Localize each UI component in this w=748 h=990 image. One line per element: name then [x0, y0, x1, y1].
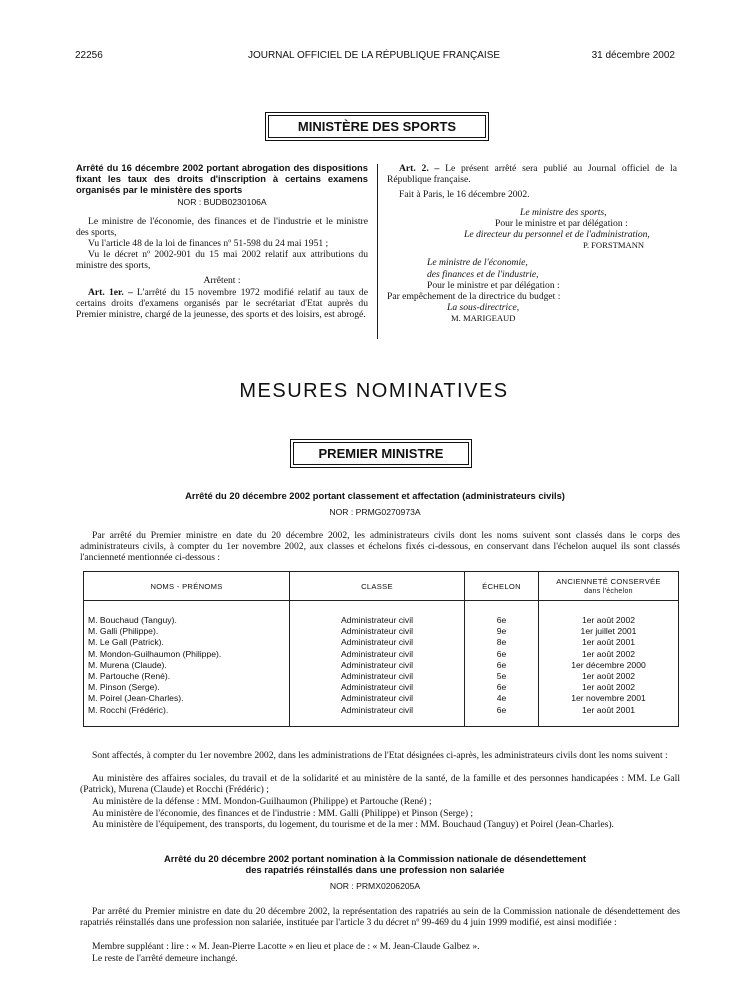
cell-classe: Administrateur civil [290, 637, 465, 648]
affect-item-1: Au ministère des affaires sociales, du travail et de la solidarité et au ministère de la santé, de la famille et des personnes handicapées : MM. Le Gall (Patrick), Murena (Claude) et Rocchi (Frédéric) ; [80, 773, 680, 796]
art1-label: Art. 1er. – [88, 286, 133, 298]
sig1-director: Le directeur du personnel et de l'administration, [464, 229, 650, 241]
cell-classe: Administrateur civil [290, 626, 465, 637]
affect-item-3: Au ministère de l'économie, des finances et de l'industrie : MM. Galli (Philippe) et Pinson (Serge) ; [92, 808, 474, 819]
col-classe: CLASSE [290, 572, 465, 601]
sig2-name: M. MARIGEAUD [451, 313, 516, 324]
arrete3-nor: NOR : PRMX0206205A [329, 881, 421, 891]
cell-anciennete: 1er juillet 2001 [539, 626, 679, 637]
sig2-sous-directrice: La sous-directrice, [447, 302, 520, 314]
sig1-name: P. FORSTMANN [583, 240, 645, 251]
arrete1-nor: NOR : BUDB0230106A [177, 197, 267, 208]
col-echelon: ÉCHELON [465, 572, 539, 601]
ministry-sports-title: MINISTÈRE DES SPORTS [268, 115, 486, 138]
cell-anciennete: 1er août 2002 [539, 671, 679, 682]
cell-anciennete: 1er décembre 2000 [539, 660, 679, 671]
journal-title: JOURNAL OFFICIEL DE LA RÉPUBLIQUE FRANÇAISE [247, 50, 501, 61]
cell-classe: Administrateur civil [290, 682, 465, 693]
cell-echelon: 5e [465, 671, 539, 682]
table-row [84, 649, 679, 660]
cell-name: M. Murena (Claude). [84, 660, 290, 671]
header-date: 31 décembre 2002 [591, 50, 675, 61]
arrete3-title-line1: Arrêté du 20 décembre 2002 portant nomination à la Commission nationale de désendettement [164, 853, 586, 864]
art2-label: Art. 2. – [399, 163, 440, 174]
arrete1-right-column [387, 163, 677, 325]
cell-anciennete: 1er août 2002 [539, 682, 679, 693]
arrete3-p2: Membre suppléant : lire : « M. Jean-Pierre Lacotte » en lieu et place de : « M. Jean-Claude Galbez ». [92, 941, 480, 952]
sig1-role: Le ministre des sports, [520, 206, 607, 218]
ministry-sports-box [265, 112, 489, 141]
cell-name: M. Pinson (Serge). [84, 682, 290, 693]
table-row [84, 671, 679, 682]
section-title: MESURES NOMINATIVES [239, 380, 509, 402]
arrete1-art1 [76, 287, 368, 321]
cell-anciennete: 1er août 2001 [539, 705, 679, 716]
cell-name: M. Le Gall (Patrick). [84, 637, 290, 648]
affect-intro: Sont affectés, à compter du 1er novembre 2002, dans les administrations de l'Etat désignées ci-après, les administrateurs civils dont les noms suivent : [92, 750, 668, 761]
table-row [84, 637, 679, 648]
arrete1-fait: Fait à Paris, le 16 décembre 2002. [399, 189, 530, 201]
cell-classe: Administrateur civil [290, 671, 465, 682]
arrete1-p2: Vu l'article 48 de la loi de finances nº 51-598 du 24 mai 1951 ; [88, 238, 329, 249]
sig2-empechement: Par empêchement de la directrice du budget : [387, 291, 561, 303]
cell-echelon: 6e [465, 660, 539, 671]
cell-anciennete: 1er août 2001 [539, 637, 679, 648]
table-row [84, 705, 679, 716]
arrete2-title: Arrêté du 20 décembre 2002 portant classement et affectation (administrateurs civils) [185, 490, 565, 501]
art1-text: L'arrêté du 15 novembre 1972 modifié relatif au taux de certains droits d'examens organisés par le secrétariat d'Etat auprès du Premier ministre, chargé de la jeunesse, des sports et des loisirs, est abrogé. [76, 286, 368, 321]
arrete1-p3: Vu le décret nº 2002-901 du 15 mai 2002 relatif aux attributions du ministre des sports, [76, 249, 368, 272]
affect-item-4: Au ministère de l'équipement, des transports, du logement, du tourisme et de la mer : MM. Bouchaud (Tanguy) et Poirel (Jean-Charles). [92, 819, 614, 830]
cell-classe: Administrateur civil [290, 693, 465, 704]
col-anciennete [539, 572, 679, 601]
table-row [84, 682, 679, 693]
cell-name: M. Bouchaud (Tanguy). [84, 615, 290, 626]
cell-anciennete: 1er août 2002 [539, 649, 679, 660]
cell-echelon: 6e [465, 615, 539, 626]
table-row [84, 693, 679, 704]
arrete1-left-column [76, 163, 368, 320]
column-divider [377, 164, 378, 339]
cell-echelon: 6e [465, 649, 539, 660]
cell-echelon: 8e [465, 637, 539, 648]
cell-name: M. Mondon-Guilhaumon (Philippe). [84, 649, 290, 660]
arrete2-intro: Par arrêté du Premier ministre en date du 20 décembre 2002, les administrateurs civils dont les noms suivent sont classés dans le corps des administrateurs civils, à compter du 1er novembre 2002, aux classes et échelons fixés ci-dessous, en conservant dans l'échelon auquel ils sont classés l'ancienneté mentionnée ci-dessous : [80, 530, 680, 564]
cell-name: M. Poirel (Jean-Charles). [84, 693, 290, 704]
col-anciennete-label: ANCIENNETÉ CONSERVÉE [556, 577, 661, 586]
sig1-delegation: Pour le ministre et par délégation : [495, 217, 628, 229]
cell-anciennete: 1er novembre 2001 [539, 693, 679, 704]
cell-echelon: 4e [465, 693, 539, 704]
premier-ministre-title: PREMIER MINISTRE [293, 442, 469, 465]
table-row [84, 615, 679, 626]
arrete1-arretent: Arrêtent : [203, 274, 241, 286]
col-anciennete-sub: dans l'échelon [584, 588, 633, 595]
arrete1-title: Arrêté du 16 décembre 2002 portant abrogation des dispositions fixant les taux des droits d'inscription à certains examens organisés par le ministère des sports [76, 162, 368, 195]
arrete1-p1: Le ministre de l'économie, des finances et de l'industrie et le ministre des sports, [76, 215, 368, 238]
cell-echelon: 6e [465, 682, 539, 693]
cell-classe: Administrateur civil [290, 649, 465, 660]
table-row [84, 660, 679, 671]
sig2-role1: Le ministre de l'économie, [427, 257, 528, 269]
affect-item-2: Au ministère de la défense : MM. Mondon-Guilhaumon (Philippe) et Partouche (René) ; [92, 796, 432, 807]
cell-name: M. Galli (Philippe). [84, 626, 290, 637]
classement-table [83, 571, 679, 727]
cell-classe: Administrateur civil [290, 660, 465, 671]
sig2-role2: des finances et de l'industrie, [427, 268, 539, 280]
arrete3-p3: Le reste de l'arrêté demeure inchangé. [92, 953, 238, 964]
cell-echelon: 6e [465, 705, 539, 716]
table-row [84, 626, 679, 637]
table-bottom-row [84, 716, 679, 727]
cell-echelon: 9e [465, 626, 539, 637]
col-noms: NOMS - PRÉNOMS [84, 572, 290, 601]
arrete2-nor: NOR : PRMG0270973A [329, 507, 421, 517]
arrete1-art2 [387, 163, 677, 185]
cell-anciennete: 1er août 2002 [539, 615, 679, 626]
cell-name: M. Partouche (René). [84, 671, 290, 682]
cell-name: M. Rocchi (Frédéric). [84, 705, 290, 716]
art2-text: Le présent arrêté sera publié au Journal officiel de la République française. [387, 163, 677, 186]
premier-ministre-box [290, 439, 472, 468]
arrete3-title-line2: des rapatriés réinstallés dans une profession non salariée [245, 864, 505, 875]
sig2-delegation: Pour le ministre et par délégation : [427, 279, 560, 291]
cell-classe: Administrateur civil [290, 705, 465, 716]
page-number: 22256 [75, 50, 103, 61]
arrete3-p1: Par arrêté du Premier ministre en date du 20 décembre 2002, la représentation des rapatriés au sein de la Commission nationale de désendettement des rapatriés réinstallés dans une profession non salariée, instituée par l'article 3 du décret nº 99-469 du 4 juin 1999 modifié, est ainsi modifiée : [80, 906, 680, 929]
cell-classe: Administrateur civil [290, 615, 465, 626]
